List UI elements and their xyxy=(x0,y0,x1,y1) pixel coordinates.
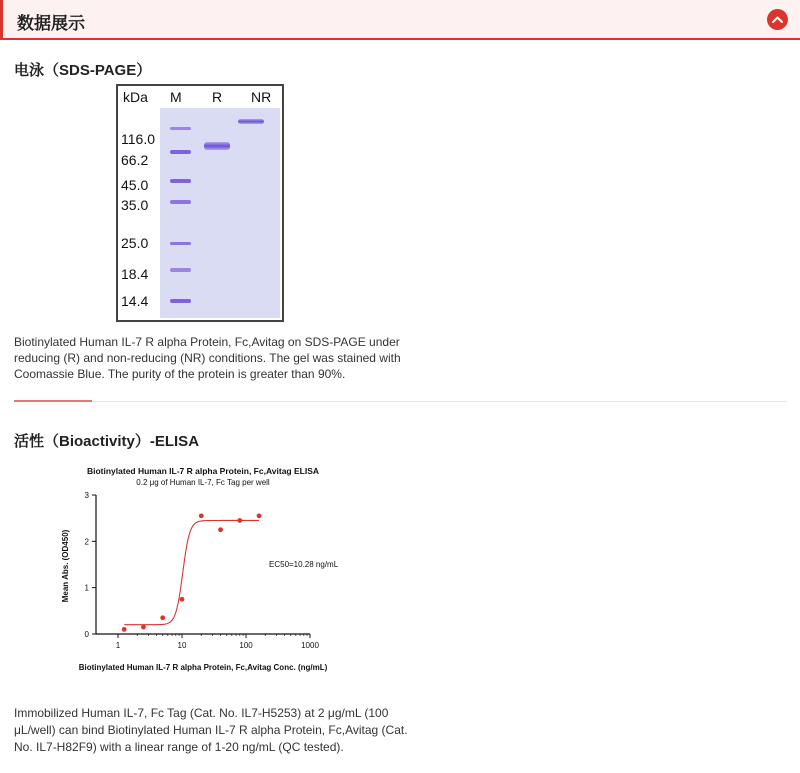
caption-line: μL/well) can bind Biotinylated Human IL-7 R alpha Protein, Fc,Avitag (Cat. xyxy=(14,723,408,737)
caption-line: Coomassie Blue. The purity of the protein is greater than 90%. xyxy=(14,367,346,381)
chart-title: Biotinylated Human IL-7 R alpha Protein, Fc,Avitag ELISA xyxy=(86,466,320,476)
data-point xyxy=(237,518,242,523)
marker-label: 18.4 xyxy=(121,266,149,282)
section-divider xyxy=(14,401,786,402)
sds-page-caption xyxy=(14,334,401,382)
marker-band xyxy=(170,179,191,183)
x-tick-label: 1 xyxy=(115,641,121,650)
y-tick-label: 2 xyxy=(84,537,89,547)
lane-label-nr: NR xyxy=(251,89,272,105)
marker-label: 45.0 xyxy=(121,177,149,193)
marker-label: 35.0 xyxy=(121,197,149,213)
marker-label: 14.4 xyxy=(121,293,149,309)
caption-line: Biotinylated Human IL-7 R alpha Protein, Fc,Avitag on SDS-PAGE under xyxy=(14,335,400,349)
marker-band xyxy=(170,127,191,130)
y-axis-label: Mean Abs. (OD450) xyxy=(61,529,70,603)
data-point xyxy=(122,627,127,632)
marker-band xyxy=(170,268,191,272)
y-tick-label: 3 xyxy=(84,491,89,500)
elisa-title: 活性（Bioactivity）-ELISA xyxy=(14,433,200,450)
lane-label-r: R xyxy=(212,89,223,105)
data-point xyxy=(141,625,146,630)
data-point xyxy=(160,615,165,620)
marker-band xyxy=(170,150,191,154)
data-point xyxy=(257,513,262,518)
data-point xyxy=(180,597,185,602)
marker-label: 25.0 xyxy=(121,235,149,251)
lane-label-m: M xyxy=(170,89,182,105)
chart-subtitle: 0.2 μg of Human IL-7, Fc Tag per well xyxy=(136,478,270,487)
x-tick-label: 100 xyxy=(239,641,253,650)
marker-label: 116.0 xyxy=(121,131,155,147)
gel-graphic xyxy=(118,86,282,320)
gel-body xyxy=(160,108,280,318)
x-tick-label: 1000 xyxy=(301,641,319,650)
x-tick-label: 10 xyxy=(177,641,187,650)
data-point xyxy=(199,513,204,518)
marker-band xyxy=(170,242,191,245)
reduced-sample-band xyxy=(204,142,230,150)
sds-page-title: 电泳（SDS-PAGE） xyxy=(14,62,152,79)
ec50-annotation: EC50=10.28 ng/mL xyxy=(269,560,339,569)
divider-accent xyxy=(14,400,92,402)
fit-curve xyxy=(124,520,259,624)
sds-page-gel-image xyxy=(116,84,284,322)
non-reduced-sample-band xyxy=(238,119,264,124)
chevron-up-icon xyxy=(767,9,788,30)
y-tick-label: 1 xyxy=(84,583,89,593)
collapse-button[interactable] xyxy=(767,9,788,30)
caption-line: reducing (R) and non-reducing (NR) conditions. The gel was stained with xyxy=(14,351,401,365)
section-header xyxy=(0,0,800,40)
x-axis-label: Biotinylated Human IL-7 R alpha Protein, Fc,Avitag Conc. (ng/mL) xyxy=(78,663,328,672)
marker-label: 66.2 xyxy=(121,152,149,168)
caption-line: Immobilized Human IL-7, Fc Tag (Cat. No. IL7-H5253) at 2 μg/mL (100 xyxy=(14,706,389,720)
y-tick-label: 0 xyxy=(84,630,89,639)
section-header-title: 数据展示 xyxy=(17,14,85,33)
data-point xyxy=(218,527,223,532)
elisa-chart xyxy=(56,460,356,676)
caption-line: No. IL7-H82F9) with a linear range of 1-20 ng/mL (QC tested). xyxy=(14,740,344,754)
lane-label-kda: kDa xyxy=(123,89,148,105)
marker-band xyxy=(170,299,191,303)
elisa-caption xyxy=(14,705,408,756)
marker-band xyxy=(170,200,191,204)
